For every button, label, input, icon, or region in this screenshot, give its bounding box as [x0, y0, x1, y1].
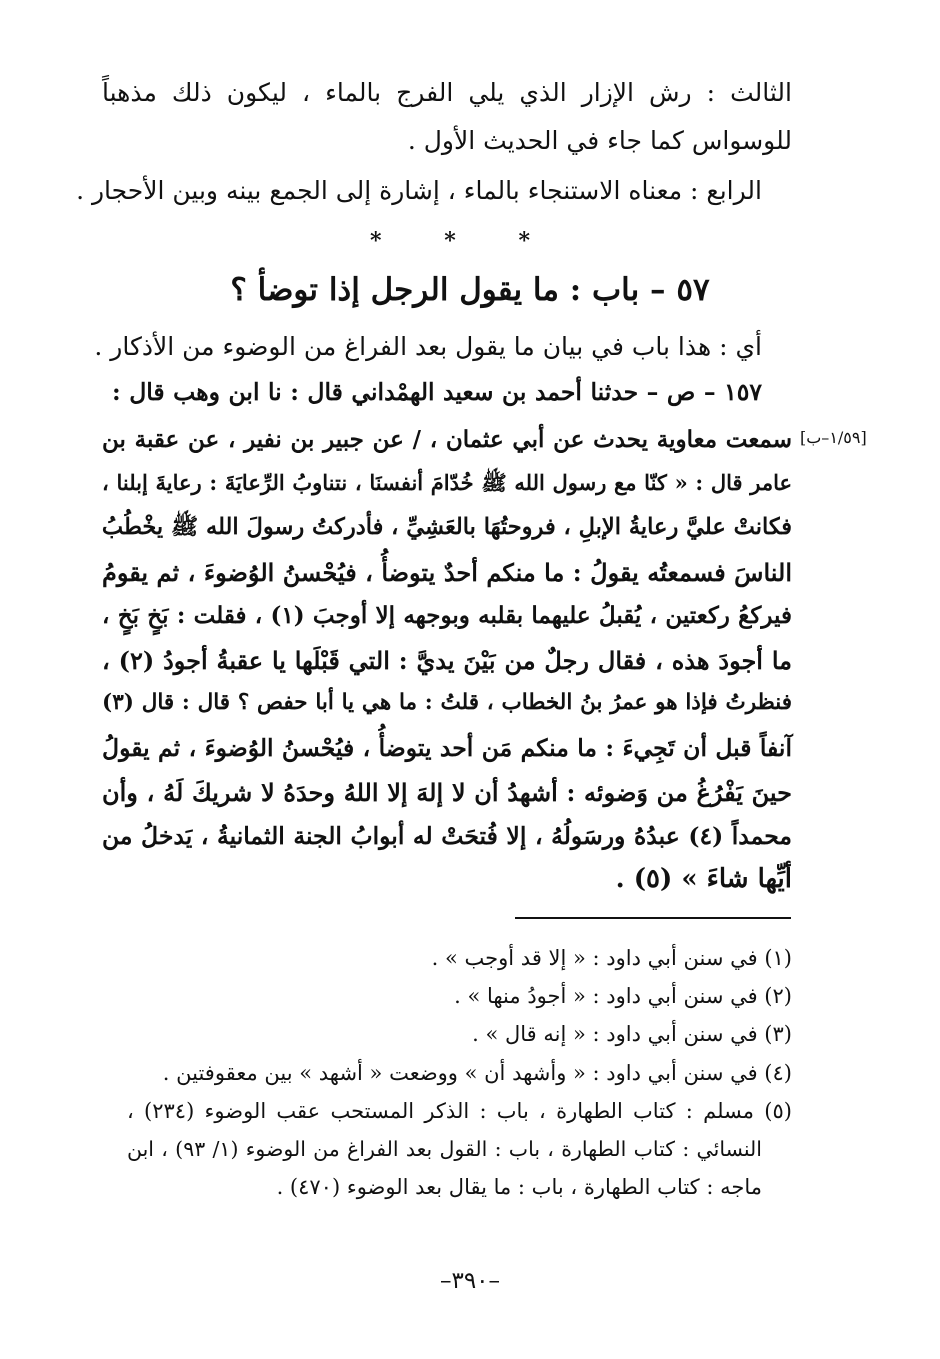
margin-folio-note: [١/٥٩–ب] [800, 428, 867, 447]
intro-line-3: الرابع : معناه الاستنجاء بالماء ، إشارة إلى الجمع بينه وبين الأحجار . [76, 176, 762, 205]
footnote-2: (٢) في سنن أبي داود : « أجودُ منها » . [454, 984, 792, 1008]
chapter-explanation: أي : هذا باب في بيان ما يقول بعد الفراغ من الوضوء من الأذكار . [94, 332, 762, 361]
hadith-line-4: فكانتْ عليَّ رعايةُ الإبلِ ، فروحتُهَا بالعَشِيِّ ، فأدركتُ رسولَ الله ﷺ يخْطُبُ [101, 514, 792, 540]
hadith-line-3: عامر قال : « كنّا مع رسول الله ﷺ خُدّامَ أنفسنَا ، نتناوبُ الرِّعايَةَ : رعايةَ إبلنا ، [102, 470, 792, 495]
hadith-line-12: أيِّها شاءَ » (٥) . [615, 864, 792, 894]
separator-star-1: * [518, 228, 530, 254]
chapter-heading: ٥٧ – باب : ما يقول الرجل إذا توضأ ؟ [230, 272, 710, 308]
separator-star-2: * [444, 228, 456, 254]
hadith-line-1: ١٥٧ – ص – حدثنا أحمد بن سعيد الهمْداني قال : نا ابن وهب قال : [112, 378, 762, 406]
footnote-divider [515, 917, 791, 919]
hadith-line-11: محمداً (٤) عبدُهُ ورسَولُهُ ، إلا فُتحَتْ له أبوابُ الجنة الثمانيةُ ، يَدخلُ من [102, 822, 792, 850]
footnote-5-line-1: (٥) مسلم : كتاب الطهارة ، باب : الذكر المستحب عقب الوضوء (٢٣٤) ، [127, 1099, 792, 1123]
intro-line-2: للوسواس كما جاء في الحديث الأول . [407, 126, 792, 155]
footnote-3: (٣) في سنن أبي داود : « إنه قال » . [472, 1022, 792, 1046]
page-number: –٣٩٠– [439, 1268, 501, 1294]
footnote-1: (١) في سنن أبي داود : « إلا قد أوجب » . [431, 946, 792, 970]
hadith-line-2: سمعت معاوية يحدث عن أبي عثمان ، / عن جبير بن نفير ، عن عقبة بن [102, 426, 792, 453]
section-separator [370, 228, 530, 254]
footnote-4: (٤) في سنن أبي داود : « وأشهد أن » ووضعت « أشهد » بين معقوفتين . [162, 1061, 792, 1085]
footnote-5-line-3: ماجه : كتاب الطهارة ، باب : ما يقال بعد الوضوء (٤٧٠) . [276, 1175, 762, 1199]
hadith-line-5: الناسَ فسمعتُه يقولُ : ما منكم أحدٌ يتوضأُ ، فيُحْسنُ الوُضوءَ ، ثم يقومُ [102, 558, 792, 587]
hadith-line-7: ما أجودَ هذه ، فقال رجلٌ من بَيْنَ يديَّ : التي قَبْلَها يا عقبةُ أجودُ (٢) ، [102, 646, 792, 675]
separator-star-3: * [370, 228, 382, 254]
hadith-line-10: حينَ يَفْرُغُ من وَضوئه : أشهدُ أن لا إلهَ إلا اللهُ وحدَهُ لا شريكَ لَهُ ، وأن [102, 778, 792, 807]
footnote-5-line-2: النسائي : كتاب الطهارة ، باب : القول بعد الفراغ من الوضوء (١/ ٩٣) ، ابن [127, 1137, 762, 1161]
hadith-line-9: آنفاً قبل أن تَجِيءَ : ما منكم مَن أحد يتوضأُ ، فيُحْسنُ الوُضوءَ ، ثم يقولُ [102, 734, 792, 762]
hadith-line-8: فنظرتُ فإذا هو عمرُ بنُ الخطاب ، قلتُ : ما هي يا أبا حفص ؟ قال : قال (٣) [102, 690, 792, 715]
intro-line-1: الثالث : رش الإزار الذي يلي الفرج بالماء ، ليكون ذلك مذهباً [102, 78, 792, 107]
hadith-line-6: فيركعُ ركعتين ، يُقبلُ عليهما بقلبه وبوجهه إلا أوجبَ (١) ، فقلت : بَخٍ بَخٍ ، [102, 602, 792, 629]
